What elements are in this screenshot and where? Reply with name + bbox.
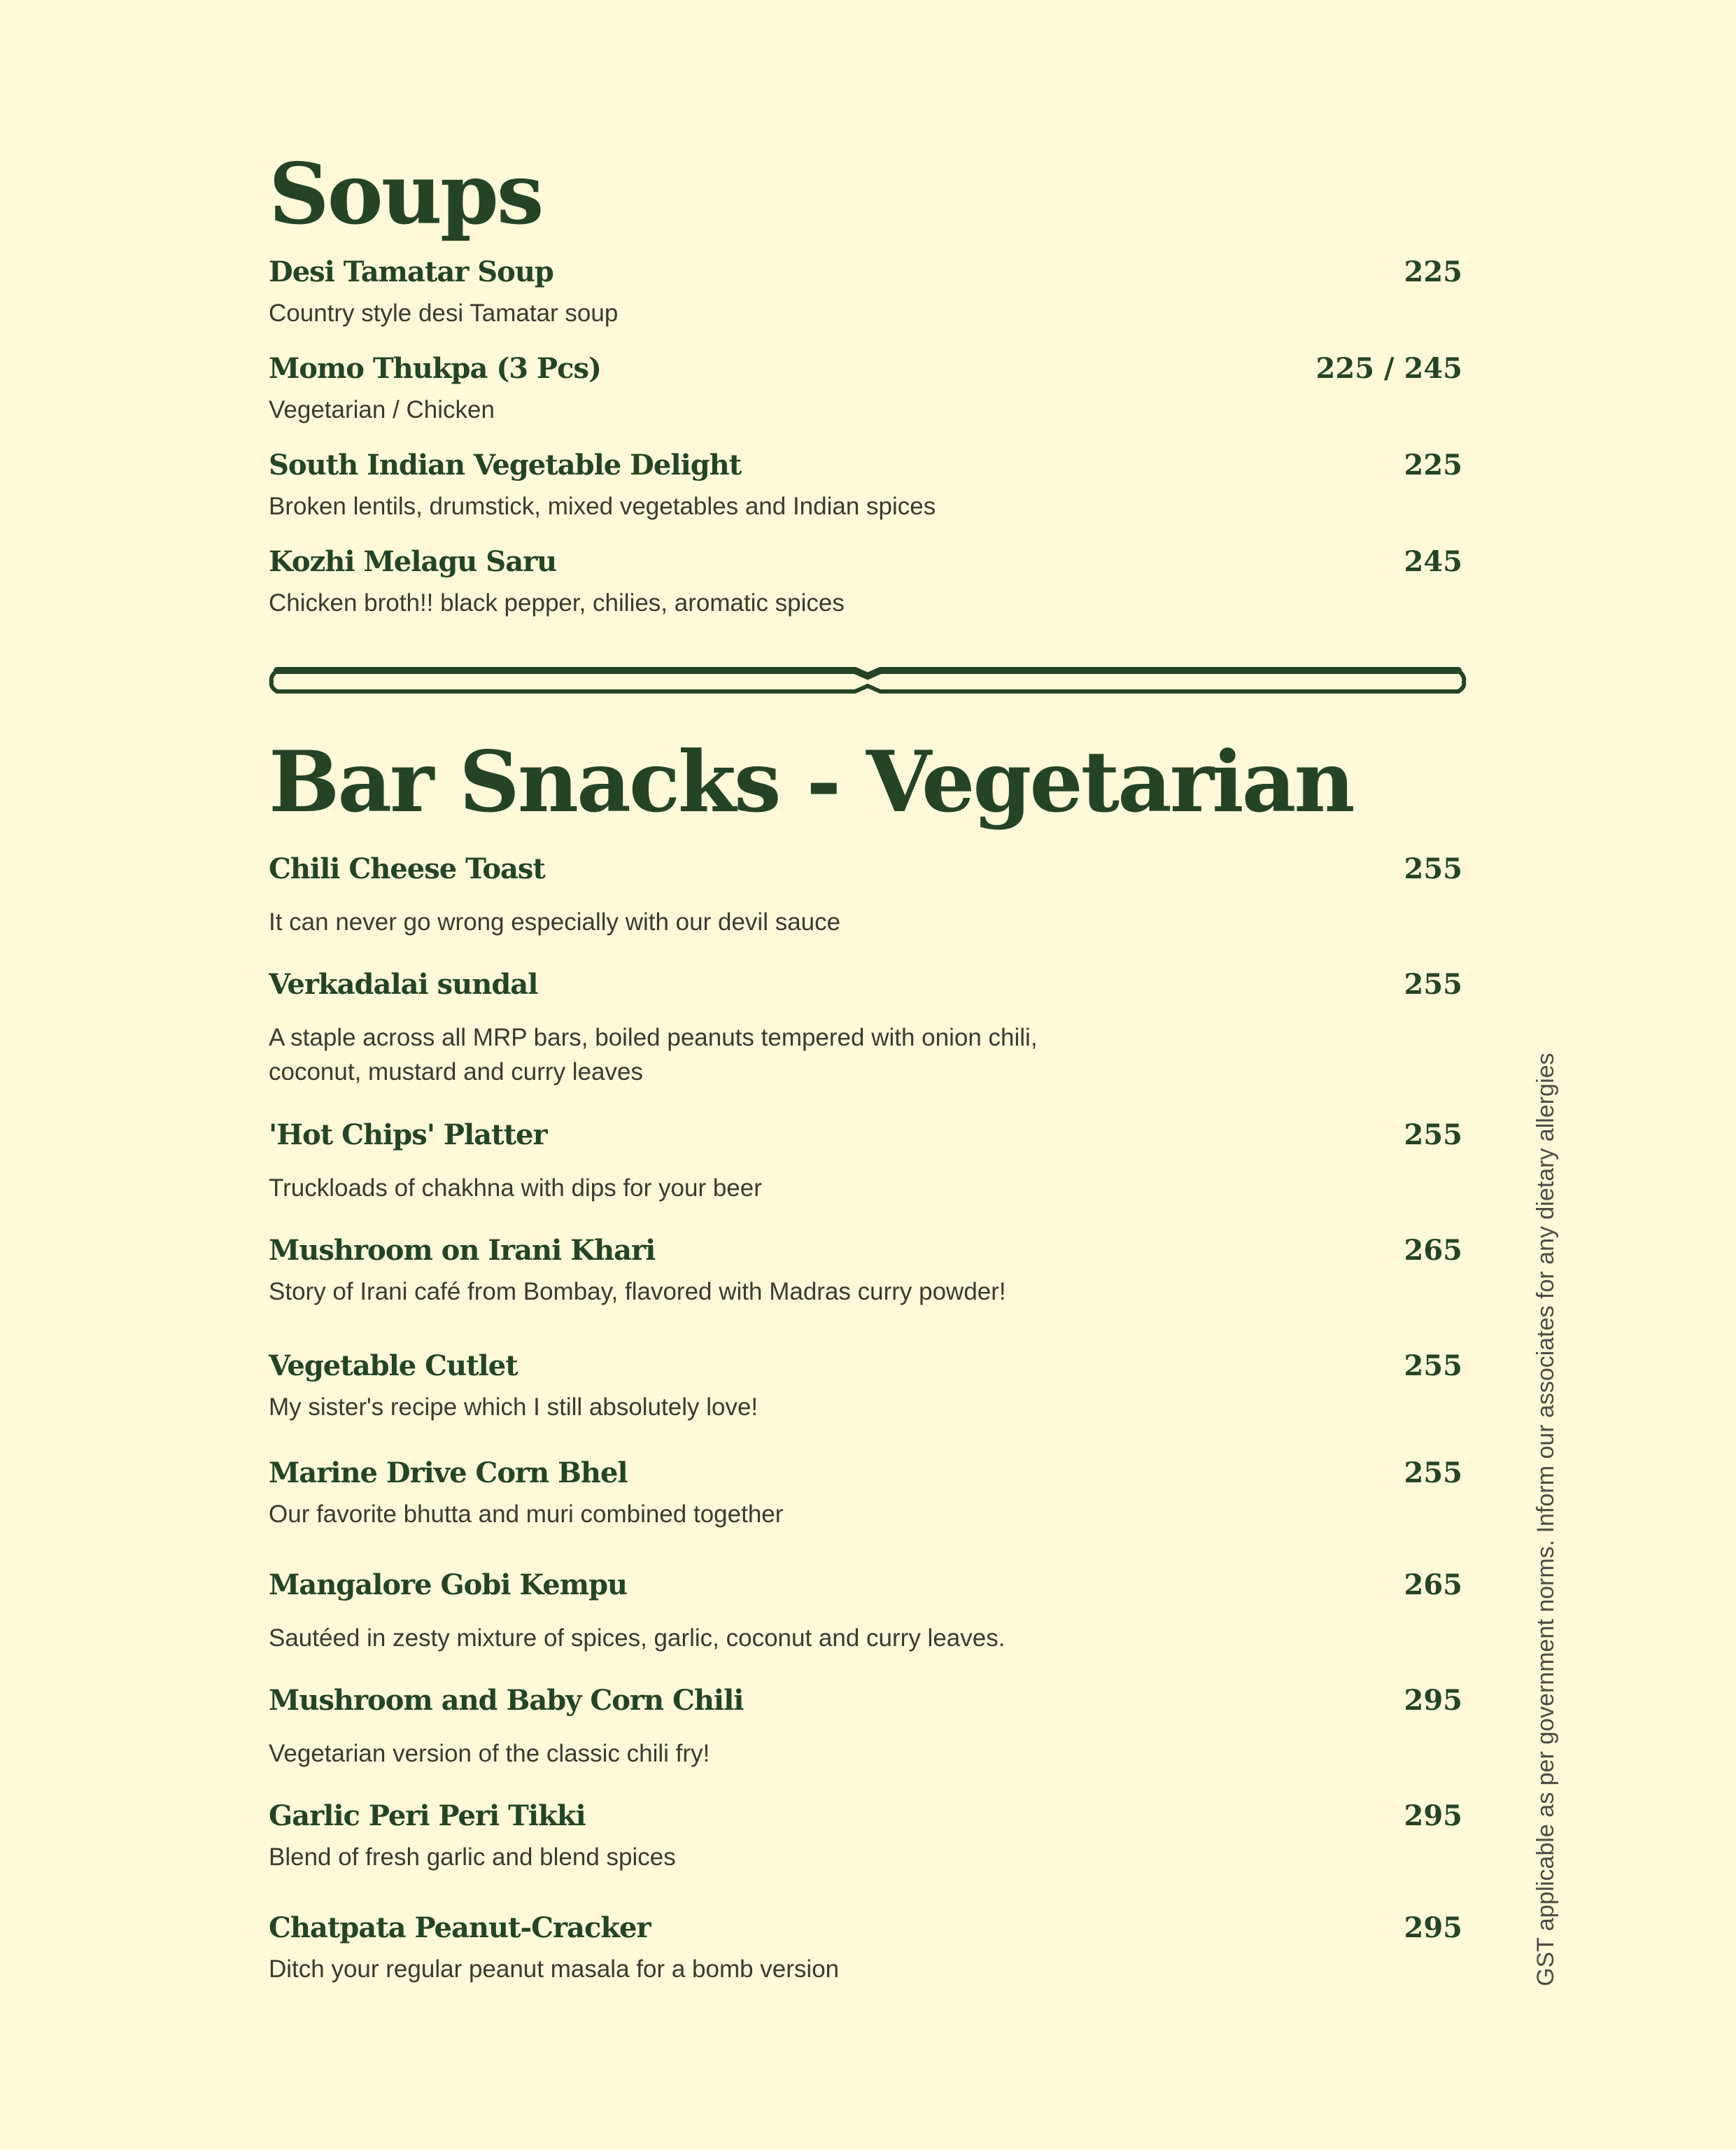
item-description: My sister's recipe which I still absolutely love! — [269, 1393, 758, 1421]
item-description: Blend of fresh garlic and blend spices — [269, 1843, 676, 1871]
item-price: 295 — [1404, 1684, 1462, 1717]
item-name: Garlic Peri Peri Tikki — [269, 1799, 586, 1832]
item-name: South Indian Vegetable Delight — [269, 449, 742, 482]
item-description: It can never go wrong especially with our devil sauce — [269, 908, 841, 936]
item-price: 295 — [1404, 1799, 1462, 1832]
item-name: 'Hot Chips' Platter — [269, 1118, 547, 1151]
item-price: 225 / 245 — [1315, 352, 1462, 385]
item-name: Vegetable Cutlet — [269, 1349, 518, 1382]
item-name: Desi Tamatar Soup — [269, 255, 553, 288]
item-description: A staple across all MRP bars, boiled peanuts tempered with onion chili, coconut, mustard and curry leaves — [269, 1024, 1038, 1085]
item-price: 255 — [1404, 968, 1462, 1001]
item-price: 245 — [1404, 545, 1462, 578]
item-name: Mushroom and Baby Corn Chili — [269, 1684, 744, 1717]
item-name: Momo Thukpa (3 Pcs) — [269, 352, 601, 385]
item-description: Truckloads of chakhna with dips for your beer — [269, 1174, 762, 1202]
item-description: Country style desi Tamatar soup — [269, 300, 619, 327]
item-description: Ditch your regular peanut masala for a bomb version — [269, 1955, 840, 1983]
item-description: Story of Irani café from Bombay, flavored with Madras curry powder! — [269, 1278, 1006, 1305]
item-price: 225 — [1404, 255, 1462, 288]
item-description: Vegetarian version of the classic chili fry! — [269, 1740, 710, 1767]
gst-allergy-note: GST applicable as per government norms. Inform our associates for any dietary allergies — [1532, 1053, 1559, 1986]
section-title-soups: Soups — [269, 145, 542, 244]
item-name: Chatpata Peanut-Cracker — [269, 1911, 651, 1944]
item-price: 255 — [1404, 1456, 1462, 1489]
item-description: Chicken broth!! black pepper, chilies, aromatic spices — [269, 589, 845, 617]
item-price: 255 — [1404, 1118, 1462, 1151]
item-name: Marine Drive Corn Bhel — [269, 1456, 628, 1489]
item-name: Kozhi Melagu Saru — [269, 545, 557, 578]
item-description: Sautéed in zesty mixture of spices, garlic, coconut and curry leaves. — [269, 1624, 1005, 1652]
item-price: 265 — [1404, 1234, 1462, 1267]
item-price: 255 — [1404, 1349, 1462, 1382]
item-name: Mushroom on Irani Khari — [269, 1234, 656, 1267]
item-price: 225 — [1404, 449, 1462, 482]
item-description: Vegetarian / Chicken — [269, 396, 495, 423]
ornamental-divider — [267, 661, 1468, 700]
section-title-bar-snacks: Bar Snacks - Vegetarian — [269, 733, 1353, 831]
item-name: Chili Cheese Toast — [269, 852, 545, 885]
item-name: Mangalore Gobi Kempu — [269, 1568, 628, 1601]
item-description: Our favorite bhutta and muri combined together — [269, 1501, 784, 1528]
item-description: Broken lentils, drumstick, mixed vegetables and Indian spices — [269, 493, 936, 520]
item-price: 295 — [1404, 1911, 1462, 1944]
item-name: Verkadalai sundal — [269, 968, 538, 1001]
item-price: 265 — [1404, 1568, 1462, 1601]
item-price: 255 — [1404, 852, 1462, 885]
